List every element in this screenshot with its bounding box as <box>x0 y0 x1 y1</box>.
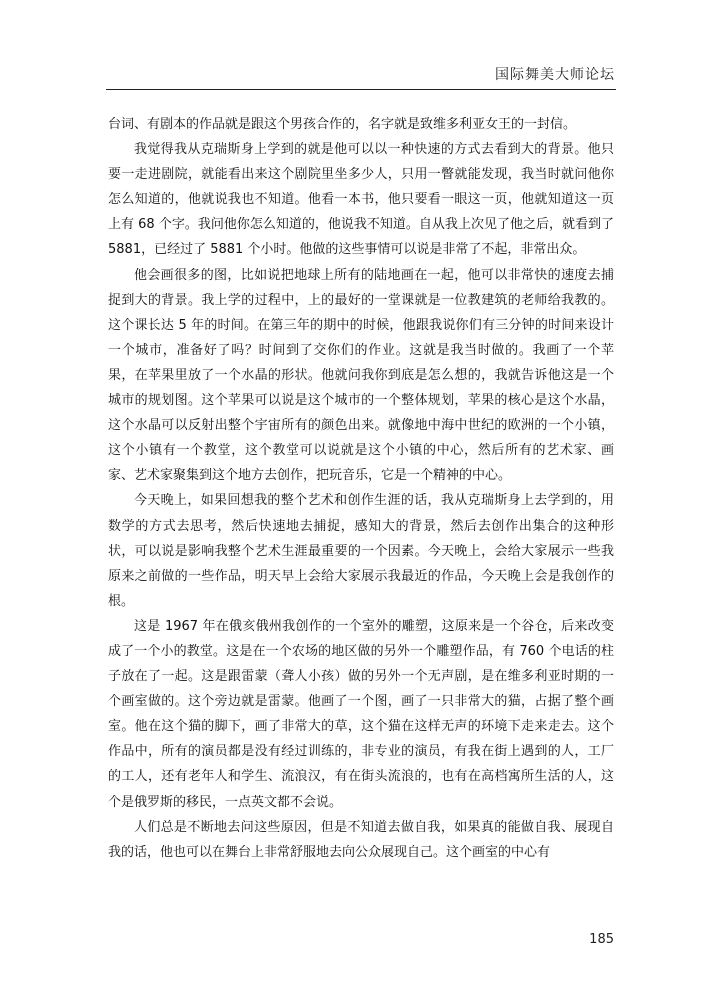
paragraph: 这是 1967 年在俄亥俄州我创作的一个室外的雕塑，这原来是一个谷仓，后来改变成了一个小的教堂。这是在一个农场的地区做的另外一个雕塑作品，有 760 个电话的柱子放在了一起。这是跟雷蒙（聋人小孩）做的另外一个无声剧，是在维多利亚时期的一个画室做的。这个旁边就是雷蒙。他画了一个图，画了一只非常大的猫，占据了整个画室。他在这个猫的脚下，画了非常大的草，这个猫在这样无声的环境下走来走去。这个作品中，所有的演员都是没有经过训练的，非专业的演员，有我在街上遇到的人，工厂的工人，还有老年人和学生、流浪汉，有在街头流浪的，也有在高档寓所生活的人，这个是俄罗斯的移民，一点英文都不会说。 <box>108 618 614 810</box>
page-header-title: 国际舞美大师论坛 <box>495 67 615 83</box>
body-text <box>108 112 614 865</box>
paragraph: 今天晚上，如果回想我的整个艺术和创作生涯的话，我从克瑞斯身上去学到的，用数学的方式去思考，然后快速地去捕捉，感知大的背景，然后去创作出集合的这种形状，可以说是影响我整个艺术生涯最重要的一个因素。今天晚上，会给大家展示一些我原来之前做的一些作品，明天早上会给大家展示我最近的作品，今天晚上会是我创作的根。 <box>108 493 614 609</box>
paragraph: 他会画很多的图，比如说把地球上所有的陆地画在一起，他可以非常快的速度去捕捉到大的背景。我上学的过程中，上的最好的一堂课就是一位教建筑的老师给我教的。这个课长达 5 年的时间。在第三年的期中的时候，他跟我说你们有三分钟的时间来设计一个城市，准备好了吗？时间到了交你们的作业。这就是我当时做的。我画了一个苹果，在苹果里放了一个水晶的形状。他就问我你到底是怎么想的，我就告诉他这是一个城市的规划图。这个苹果可以说是这个城市的一个整体规划，苹果的核心是这个水晶，这个水晶可以反射出整个宇宙所有的颜色出来。就像地中海中世纪的欧洲的一个小镇，这个小镇有一个教堂，这个教堂可以说就是这个小镇的中心，然后所有的艺术家、画家、艺术家聚集到这个地方去创作，把玩音乐，它是一个精神的中心。 <box>108 267 614 484</box>
paragraph: 人们总是不断地去问这些原因，但是不知道去做自我，如果真的能做自我、展现自我的话，他也可以在舞台上非常舒服地去向公众展现自己。这个画室的中心有 <box>108 819 614 860</box>
page-number: 185 <box>589 932 614 947</box>
header-rule <box>106 89 616 90</box>
paragraph: 我觉得我从克瑞斯身上学到的就是他可以以一种快速的方式去看到大的背景。他只要一走进剧院，就能看出来这个剧院里坐多少人，只用一瞥就能发现，我当时就问他你怎么知道的，他就说我也不知道。他看一本书，他只要看一眼这一页，他就知道这一页上有 68 个字。我问他你怎么知道的，他说我不知道。自从我上次见了他之后，就看到了 5881，已经过了 5881 个小时。他做的这些事情可以说是非常了不起，非常出众。 <box>108 142 614 258</box>
paragraph: 台词、有剧本的作品就是跟这个男孩合作的，名字就是致维多利亚女王的一封信。 <box>108 117 577 132</box>
